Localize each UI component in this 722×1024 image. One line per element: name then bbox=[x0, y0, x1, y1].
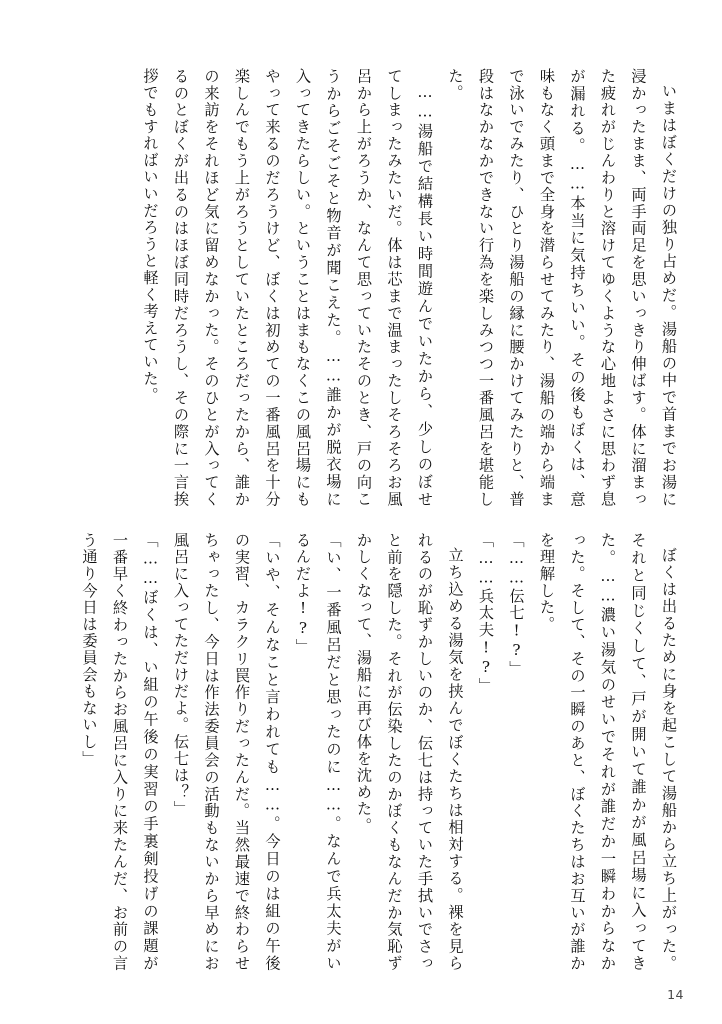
page-number: 14 bbox=[667, 987, 684, 1002]
dialogue-line: 「……ぼくは、い組の午後の実習の手裏剣投げの課題が一番早く終わったからお風呂に入りに来たんだ、お前の言う通り今日は委員会もないし」 bbox=[80, 532, 160, 972]
paragraph: 立ち込める湯気を挟んでぼくたちは相対する。裸を見られるのが恥ずかしいのか、伝七は持っていた手拭いでさっと前を隠した。それが伝染したのかぼくもなんだか気恥ずかしくなって、湯船に再び体を沈めた。 bbox=[355, 532, 465, 972]
dialogue-line: 「いや、そんなこと言われても……。今日のは組の午後の実習、カラクリ罠作りだったんだ。当然最速で終わらせちゃったし、今日は作法委員会の活動もないから早めにお風呂に入ってただけだよ。伝七は？」 bbox=[172, 532, 282, 972]
paragraph: いまはぼくだけの独り占めだ。湯船の中で首までお湯に浸かったまま、両手両足を思いっきり伸ばす。体に溜まった疲れがじんわりと溶けてゆくような心地よさに思わず息が漏れる。……本当に気持ちいい。その後もぼくは、意味もなく頭まで全身を潜らせてみたり、湯船の端から端まで泳いでみたり、ひとり湯船の縁に腰かけてみたりと、普段はなかなかできない行為を楽しみつつ一番風呂を堪能した。 bbox=[446, 68, 678, 508]
paragraph: ぼくは出るために身を起こして湯船から立ち上がった。それと同じくして、戸が開いて誰かが風呂場に入ってきた。……濃い湯気のせいでそれが誰だか一瞬わからなかった。そして、その一瞬のあと、ぼくたちはお互いが誰かを理解した。 bbox=[538, 532, 678, 972]
dialogue-line: 「い、一番風呂だと思ったのに……。なんで兵太夫がいるんだよ!?」 bbox=[294, 532, 343, 972]
text-block-lower bbox=[74, 532, 684, 972]
paragraph: ……湯船で結構長い時間遊んでいたから、少しのぼせてしまったみたいだ。体は芯まで温まったしそろそろお風呂から上がろうか、なんて思っていたそのとき、戸の向こうからごそごそと物音が聞こえた。……誰かが脱衣場に入ってきたらしい。ということはまもなくこの風呂場にもやって来るのだろうけど、ぼくは初めての一番風呂を十分楽しんでもう上がろうとしていたところだったから、誰かの来訪をそれほど気に留めなかった。そのひとが入ってくるのとぼくが出るのはほぼ同時だろうし、その際に一言挨拶でもすればいいだろうと軽く考えていた。 bbox=[141, 68, 434, 508]
dialogue-line: 「……伝七!?」 bbox=[507, 532, 526, 678]
dialogue-line: 「……兵太夫!?」 bbox=[477, 532, 495, 695]
text-block-upper bbox=[74, 68, 684, 508]
